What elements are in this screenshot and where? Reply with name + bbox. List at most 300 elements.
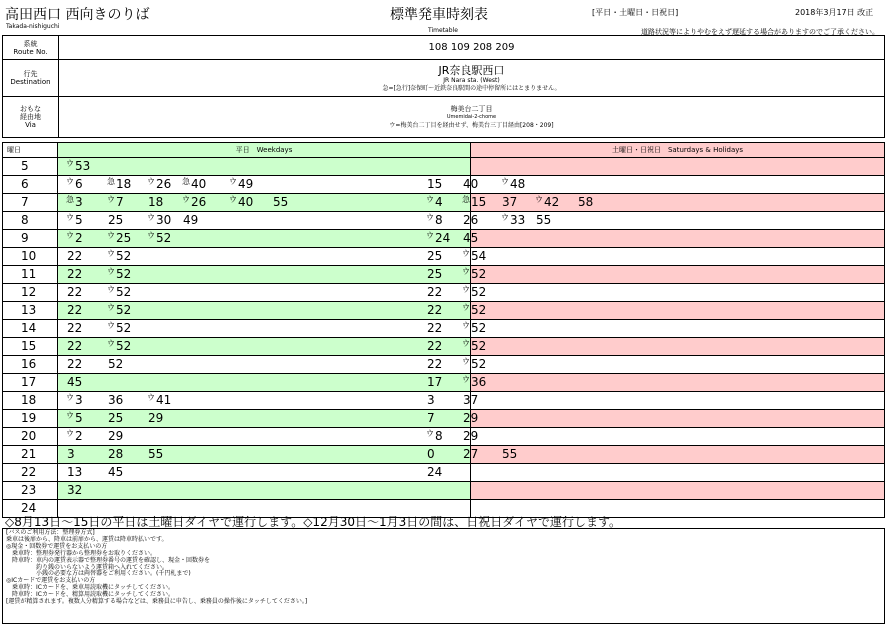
weekday-header: 平日 Weekdays [58,143,471,158]
departure-time [66,482,82,500]
weekday-times [58,356,471,374]
departure-time [66,176,83,194]
hour-row [3,266,885,284]
weekday-times [58,230,471,248]
departure-minute: 52 [116,303,132,317]
service-mark: ウ [107,267,115,276]
weekday-times [58,266,471,284]
departure-time [462,230,478,248]
departure-time [501,446,517,464]
revision-date: 2018年3月17日 改正 [795,8,874,17]
departure-time [426,410,435,428]
service-mark: ウ [462,285,470,294]
dest-label-en: Destination [10,78,51,86]
weekday-times [58,446,471,464]
departure-minute: 55 [536,213,552,227]
holiday-times [427,446,885,464]
departure-minute: 40 [238,195,254,209]
departure-minute: 3 [75,393,83,407]
service-mark: ウ [462,267,470,276]
service-mark: 急 [66,195,74,204]
departure-minute: 36 [108,393,124,407]
holiday-times [427,374,885,392]
departure-time [426,230,450,248]
departure-time [182,194,206,212]
holiday-times [471,482,885,500]
hour-label: 21 [3,446,58,464]
via-stop-en: Umemidai-2-chome [446,113,497,120]
departure-time [107,392,123,410]
departure-time [426,464,442,482]
service-mark: ウ [501,213,509,222]
departure-minute: 22 [67,303,83,317]
service-mark: ウ [535,195,543,204]
fare-note-line: 乗車は後扉から、降車は前扉から、運賃は降車時払いです。 [6,535,168,543]
departure-minute: 15 [471,195,487,209]
departure-minute: 25 [427,249,443,263]
departure-time [107,266,131,284]
service-mark: ウ [66,213,74,222]
service-mark: ウ [107,249,115,258]
departure-minute: 52 [471,285,487,299]
departure-minute: 52 [116,285,132,299]
route-numbers: 108 109 208 209 [59,36,885,60]
hour-row [3,284,885,302]
weekday-times [58,410,471,428]
holiday-times [427,464,885,482]
departure-time [462,374,486,392]
departure-minute: 37 [502,195,518,209]
departure-time [426,248,442,266]
service-mark: ウ [66,177,74,186]
service-mark: ウ [462,357,470,366]
hour-label: 23 [3,482,58,500]
departure-minute: 36 [471,375,487,389]
stop-name-en: Takada-nishiguchi [6,23,60,30]
departure-minute: 22 [427,339,443,353]
departure-minute: 52 [471,267,487,281]
departure-time [147,392,171,410]
hour-label: 9 [3,230,58,248]
departure-time [107,194,124,212]
hour-row [3,464,885,482]
hour-label: 15 [3,338,58,356]
departure-minute: 18 [148,195,164,209]
weekday-times [58,464,471,482]
service-mark: ウ [66,393,74,402]
via-note: ウ=梅美台二丁目を経由せず、梅美台三丁目経由[208・209] [389,121,554,129]
departure-time [535,194,559,212]
departure-time [426,446,435,464]
departure-minute: 7 [116,195,124,209]
fare-note-line: ◎ICカードで運賃をお支払いの方 [6,577,96,585]
departure-time [66,266,82,284]
page-title: 標準発車時刻表 [390,7,488,23]
service-mark: 急 [107,177,115,186]
hour-row [3,410,885,428]
departure-time [66,284,82,302]
departure-minute: 58 [578,195,594,209]
departure-time [147,176,171,194]
departure-time [462,266,486,284]
holiday-times [427,266,885,284]
departure-time [147,194,163,212]
hour-label: 6 [3,176,58,194]
weekday-times [58,248,471,266]
holiday-times [427,392,885,410]
destination-en: JR Nara sta. (West) [443,76,500,84]
holiday-times [427,338,885,356]
departure-time [107,320,131,338]
departure-time [426,302,442,320]
service-mark: ウ [426,231,434,240]
departure-time [66,392,83,410]
service-mark: ウ [501,177,509,186]
departure-minute: 18 [116,177,132,191]
service-mark: ウ [107,285,115,294]
departure-time [229,176,253,194]
service-mark: ウ [107,321,115,330]
departure-time [66,194,83,212]
departure-time [107,428,123,446]
hour-header: 曜日 [3,143,58,158]
fare-note-line: 乗車時：整理券発行器から整理券をお取りください。 [6,549,157,557]
holiday-times [471,158,885,176]
hour-row [3,230,885,248]
service-mark: ウ [66,231,74,240]
timetable [2,142,885,518]
hour-row [3,356,885,374]
departure-minute: 52 [471,339,487,353]
departure-minute: 25 [116,231,132,245]
departure-minute: 52 [471,321,487,335]
service-mark: ウ [66,429,74,438]
departure-time [147,212,171,230]
hour-row [3,194,885,212]
departure-minute: 52 [116,321,132,335]
departure-time [66,230,83,248]
departure-time [462,248,486,266]
weekday-times [58,158,471,176]
fare-note-line: 乗車時：ICカードを、乗車用読取機にタッチしてください。 [6,584,174,592]
departure-minute: 29 [463,429,479,443]
departure-minute: 24 [427,465,443,479]
service-mark: ウ [462,321,470,330]
departure-time [147,446,163,464]
weekday-times [58,428,471,446]
departure-time [462,284,486,302]
holiday-times [427,410,885,428]
dest-label: 行先 [23,70,38,78]
hour-label: 8 [3,212,58,230]
fare-note-line: [バスのご利用方法：整理券方式] [6,529,95,536]
service-mark: ウ [66,159,74,168]
fare-note-line: 降車時：ICカードを、精算用読取機にタッチしてください。 [6,591,174,599]
fare-note-line: 釣り銭のいらないよう運賃箱へ入れてください。 [6,563,169,571]
delay-note: 道路状況等によりやむをえず遅延する場合がありますのでご了承ください。 [641,28,879,36]
hour-label: 10 [3,248,58,266]
departure-time [426,212,443,230]
stop-name: 高田西口 西向きのりば [5,7,150,23]
hour-label: 22 [3,464,58,482]
service-mark: 急 [182,177,190,186]
weekday-times [58,392,471,410]
departure-minute: 32 [67,483,83,497]
departure-minute: 3 [75,195,83,209]
holiday-header: 土曜日・日祝日 Saturdays & Holidays [471,143,885,158]
departure-minute: 22 [427,303,443,317]
departure-minute: 8 [435,429,443,443]
departure-time [66,356,82,374]
route-label: 系統 [23,39,38,48]
hour-row [3,374,885,392]
departure-minute: 40 [463,177,479,191]
departure-time [66,446,75,464]
departure-time [66,158,90,176]
departure-time [107,248,131,266]
departure-minute: 45 [67,375,83,389]
departure-minute: 2 [75,429,83,443]
departure-time [66,338,82,356]
page-title-en: Timetable [428,27,458,34]
via-label-en: Via [25,121,36,129]
departure-time [182,176,206,194]
departure-time [577,194,593,212]
service-mark: ウ [147,213,155,222]
departure-minute: 52 [471,357,487,371]
fare-note-line: 降車時：車内の運賃表示器で整理券番号の運賃を確認し、現金・回数券を [6,556,211,564]
service-mark: ウ [426,195,434,204]
departure-time [107,410,123,428]
hour-row [3,338,885,356]
via-stop: 梅美台二丁目 [450,104,493,113]
hour-row [3,176,885,194]
departure-time [66,428,83,446]
hour-row [3,482,885,500]
departure-time [426,284,442,302]
service-mark: ウ [66,411,74,420]
weekday-times [58,320,471,338]
departure-time [535,212,551,230]
day-types: [平日・土曜日・日祝日] [592,8,679,17]
holiday-times [427,356,885,374]
departure-time [462,392,478,410]
hour-row [3,158,885,176]
departure-time [462,176,478,194]
dest-label-cell [3,60,59,97]
departure-minute: 41 [156,393,172,407]
departure-minute: 4 [435,195,443,209]
departure-minute: 3 [427,393,435,407]
departure-minute: 24 [435,231,451,245]
holiday-times [427,302,885,320]
departure-minute: 22 [427,357,443,371]
hour-row [3,248,885,266]
departure-time [462,194,486,212]
departure-time [272,194,288,212]
hour-row [3,320,885,338]
departure-minute: 28 [108,447,124,461]
departure-minute: 25 [108,411,124,425]
departure-time [107,284,131,302]
departure-time [426,176,442,194]
service-mark: 急 [462,195,470,204]
departure-time [107,356,123,374]
departure-minute: 17 [427,375,443,389]
hour-label: 7 [3,194,58,212]
departure-time [66,374,82,392]
departure-minute: 22 [67,321,83,335]
destination-cell [59,60,885,97]
hour-label: 17 [3,374,58,392]
departure-minute: 22 [67,357,83,371]
hour-label: 14 [3,320,58,338]
departure-time [107,230,131,248]
departure-time [426,428,443,446]
service-mark: ウ [426,429,434,438]
departure-minute: 29 [108,429,124,443]
departure-minute: 27 [463,447,479,461]
departure-time [66,302,82,320]
departure-minute: 45 [463,231,479,245]
service-mark: ウ [147,177,155,186]
hour-row [3,446,885,464]
departure-minute: 52 [116,249,132,263]
departure-time [462,356,486,374]
departure-time [462,446,478,464]
hour-label: 16 [3,356,58,374]
via-label-cell [3,97,59,138]
hour-row [3,212,885,230]
departure-minute: 54 [471,249,487,263]
departure-time [107,176,131,194]
departure-time [107,302,131,320]
departure-minute: 22 [427,285,443,299]
departure-minute: 5 [75,411,83,425]
departure-time [66,320,82,338]
departure-time [426,374,442,392]
departure-minute: 8 [435,213,443,227]
departure-minute: 5 [75,213,83,227]
departure-minute: 26 [156,177,172,191]
departure-minute: 26 [463,213,479,227]
departure-time [462,212,478,230]
hour-label: 19 [3,410,58,428]
hour-row [3,428,885,446]
weekday-times [58,338,471,356]
departure-minute: 49 [183,213,199,227]
departure-time [66,212,83,230]
hour-label: 12 [3,284,58,302]
departure-time [426,356,442,374]
service-mark: ウ [462,375,470,384]
service-mark: ウ [229,177,237,186]
route-label-cell [3,36,59,60]
departure-minute: 29 [463,411,479,425]
departure-time [426,266,442,284]
departure-time [462,428,478,446]
departure-minute: 25 [427,267,443,281]
destination: JR奈良駅西口 [438,63,505,77]
service-mark: ウ [107,231,115,240]
departure-minute: 29 [148,411,164,425]
fare-note-line: 小銭の必要な方は両替器をご利用ください。(千円札まで) [6,570,191,578]
departure-minute: 55 [273,195,289,209]
hour-row [3,302,885,320]
route-label-en: Route No. [13,47,48,56]
weekday-times [58,194,471,212]
via-label-2: 経由地 [20,113,41,121]
hour-label: 24 [3,500,58,518]
departure-minute: 13 [67,465,83,479]
fare-note-line: ◎現金・回数券で運賃をお支払いの方 [6,542,108,550]
departure-minute: 22 [67,285,83,299]
departure-minute: 55 [148,447,164,461]
service-mark: ウ [107,195,115,204]
departure-time [426,392,435,410]
weekday-times [58,176,471,194]
departure-time [229,194,253,212]
departure-time [147,230,171,248]
departure-time [462,302,486,320]
weekday-times [58,482,471,500]
departure-time [462,410,478,428]
weekday-times [58,374,471,392]
via-label: おもな [20,105,41,113]
departure-time [66,410,83,428]
departure-time [107,212,123,230]
departure-minute: 52 [116,267,132,281]
holiday-times [427,176,885,194]
departure-minute: 52 [471,303,487,317]
holiday-notice: ◇8月13日～15日の平日は土曜日ダイヤで運行します。◇12月30日～1月3日の間は、日祝日ダイヤで運行します。 [5,515,622,529]
departure-minute: 52 [156,231,172,245]
service-mark: ウ [462,303,470,312]
departure-minute: 48 [510,177,526,191]
hour-label: 11 [3,266,58,284]
departure-minute: 52 [116,339,132,353]
departure-time [66,248,82,266]
holiday-times [427,320,885,338]
departure-time [501,176,525,194]
departure-minute: 40 [191,177,207,191]
departure-time [182,212,198,230]
hour-label: 20 [3,428,58,446]
departure-time [462,338,486,356]
service-mark: ウ [229,195,237,204]
departure-minute: 49 [238,177,254,191]
departure-minute: 26 [191,195,207,209]
holiday-times [426,428,885,446]
departure-minute: 22 [67,249,83,263]
departure-time [147,410,163,428]
via-cell [59,97,885,138]
weekday-times [58,284,471,302]
departure-time [426,194,443,212]
hour-row [3,392,885,410]
holiday-times [426,230,885,248]
service-mark: ウ [426,213,434,222]
departure-minute: 45 [108,465,124,479]
route-info-table [2,35,885,138]
departure-time [107,446,123,464]
departure-time [426,320,442,338]
departure-minute: 22 [427,321,443,335]
departure-time [501,194,517,212]
departure-minute: 25 [108,213,124,227]
holiday-times [427,284,885,302]
service-mark: ウ [182,195,190,204]
